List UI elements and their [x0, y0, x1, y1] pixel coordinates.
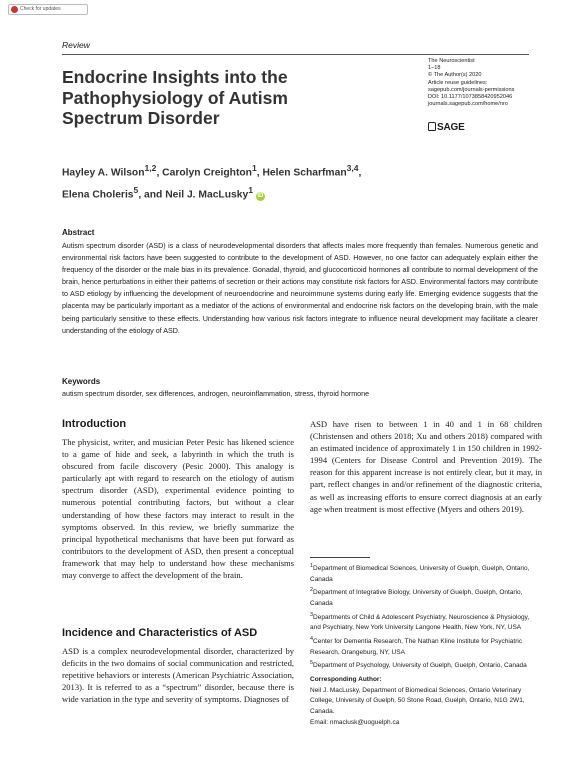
corresponding-text: Neil J. MacLusky, Department of Biomedical Sciences, Ontario Veterinary College, University of Guelph, 50 Stone Road, Guelph, Ontario, N1G 2W1, Canada. — [310, 686, 525, 715]
sage-lock-icon — [428, 122, 436, 131]
copyright: © The Author(s) 2020 — [428, 72, 482, 79]
footnote-5: $^5$Department of Psychology, University of Guelph, Guelph, Ontario, Canada — [310, 660, 527, 670]
journal-url[interactable]: journals.sagepub.com/home/nro — [428, 101, 508, 108]
keywords-text: autism spectrum disorder, sex differences, androgen, neuroinflammation, stress, thyroid hormone — [62, 390, 370, 398]
introduction-heading: Introduction — [62, 418, 127, 430]
orcid-icon[interactable]: iD — [257, 193, 264, 200]
journal-name: The Neuroscientist — [428, 58, 475, 64]
abstract-text: Autism spectrum disorder (ASD) is a class of neurodevelopmental disorders that affects males more frequently than females. Numerous genetic and environmental risk factors have been suggested to contribute to the development of ASD. However, no one factor can adequately explain either the frequency of the disorder or the male bias in its prevalence. Gonadal, thyroid, and glucocorticoid hormones all contribute to normal development of the brain, hence perturbations in either their patterns of secretion or their actions may constitute risk factors for ASD. Environmental factors may contribute to ASD etiology by influencing the development of neuroendocrine and neuroimmune systems during early life. Emerging evidence suggests that the placenta may be particularly important as a mediator of the actions of environmental and endocrine risk factors on the developing brain, with the male being particularly sensitive to these effects. Understanding how various risk factors integrate to influence neural development may facilitate a clearer understanding of the etiology of ASD. — [62, 242, 538, 335]
keywords-heading: Keywords — [62, 377, 101, 386]
corresponding-email[interactable]: Email: nmaclusk@uoguelph.ca — [310, 718, 400, 726]
incidence-text: ASD is a complex neurodevelopmental disorder, characterized by deficits in the two domains of social communication and restricted, repetitive behaviors or interests (American Psychiatric Association, 2013). It is referred to as a “spectrum” disorder, because there is wide variation in the type and severity of symptoms. Diagnoses of — [62, 646, 294, 705]
article-type: Review — [62, 40, 90, 50]
author-list: Hayley A. Wilson$^{1,2}$, Carolyn Creighton$^1$, Helen Scharfman$^{3,4}$, Elena Choleris$^5$, and Neil J. MacLusky$^1$ iD — [62, 163, 362, 201]
reuse-label: Article reuse guidelines: — [428, 79, 488, 86]
article-title: Endocrine Insights into the Pathophysiology of Autism Spectrum Disorder — [62, 67, 288, 128]
page-range: 1–18 — [428, 65, 441, 72]
footnote-4: $^4$Center for Dementia Research, The Nathan Kline Institute for Psychiatric Research, Orangeburg, NY, USA — [310, 636, 523, 656]
incidence-heading: Incidence and Characteristics of ASD — [62, 627, 258, 639]
check-for-updates-badge[interactable] — [8, 4, 88, 15]
journal-metadata — [428, 58, 538, 108]
footnote-1: $^1$Department of Biomedical Sciences, University of Guelph, Guelph, Ontario, Canada — [310, 563, 530, 583]
update-icon — [11, 6, 18, 13]
footnote-3: $^3$Departments of Child & Adolescent Psychiatry, Neuroscience & Physiology, and Psychiatry, New York University Langone Health, New York, NY, USA — [310, 611, 530, 632]
footnote-2: $^2$Department of Integrative Biology, University of Guelph, Guelph, Ontario, Canada — [310, 587, 523, 608]
footnotes — [310, 557, 540, 728]
badge-label: Check for updates — [20, 6, 61, 12]
corresponding-heading: Corresponding Author: — [310, 676, 382, 684]
header-rule — [62, 54, 529, 55]
introduction-text: The physicist, writer, and musician Peter Pesic has likened science to a game of hide and seek, a labyrinth in which the truth is obscured from facile discovery (Pesic 2000). This analogy is particularly apt with regard to research on the etiology of autism spectrum disorder (ASD), experimental evidence pointing to numerous potential contributing factors, but without a clear understanding of how these factors may interact to result in the symptoms observed. In this review, we briefly summarize the principal hypothetical mechanisms that have been put forward as contributors to the development of ASD, then present a conceptual framework that may help to understand how these mechanisms may converge to affect the development of the brain. — [62, 437, 294, 581]
footnote-rule — [310, 557, 370, 558]
reuse-link[interactable]: sagepub.com/journals-permissions — [428, 86, 515, 93]
abstract-heading: Abstract — [62, 228, 95, 237]
right-column-text: ASD have risen to between 1 in 40 and 1 in 68 children (Christensen and others 2018; Xu and others 2018) compared with an estimated incidence of approximately 1 in 150 children in 1992-1994 (Centers for Disease Control and Prevention 2019). The reason for this apparent increase is not entirely clear, but it may, in part, reflect changes in and/or refinement of the diagnostic criteria, as well as increasing efforts to ensure correct diagnosis at an early age when treatment is most effective (Myers and others 2019). — [310, 419, 542, 514]
doi[interactable]: DOI: 10.1177/1073858420952046 — [428, 94, 513, 101]
sage-logo: SAGE — [428, 122, 465, 133]
